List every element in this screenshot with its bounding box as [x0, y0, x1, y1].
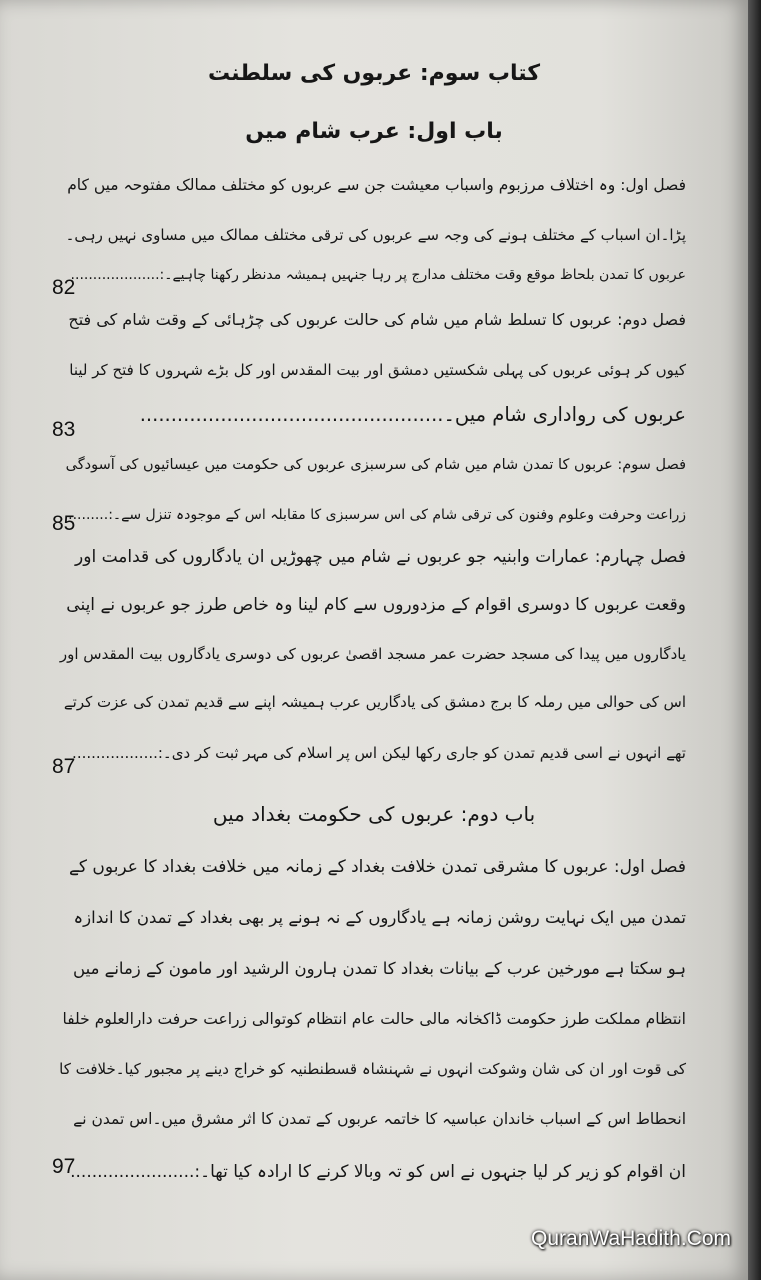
text-line: ان اقوام کو زیر کر لیا جنہوں نے اس کو تہ وبالا کرنے کا ارادہ کیا تھا۔:....................... — [70, 1162, 686, 1182]
page-number: 87 — [52, 755, 76, 778]
text-line: کی قوت اور ان کی شان وشوکت انہوں نے شہنشاہ قسطنطنیہ کو خراج دینے پر مجبور کیا۔خلافت کا — [59, 1060, 686, 1078]
book-heading: کتاب سوم: عربوں کی سلطنت — [207, 61, 541, 86]
text-line: فصل اول: عربوں کا مشرقی تمدن خلافت بغداد کے زمانہ میں خلافت بغداد کا عربوں کے — [68, 857, 686, 877]
page-number: 85 — [52, 512, 76, 535]
watermark: QuranWaHadith.Com — [531, 1227, 731, 1250]
page-number: 83 — [52, 418, 76, 441]
text-line: وقعت عربوں کا دوسری اقوام کے مزدوروں سے کام لینا وہ خاص طرز جو عربوں نے اپنی — [66, 595, 686, 615]
text-line: عربوں کی رواداری شام میں۔................................................. — [139, 403, 686, 426]
text-line: ہو سکتا ہے مورخین عرب کے بیانات بغداد کا تمدن ہارون الرشید اور مامون کے زمانے میں — [73, 959, 686, 978]
text-line: فصل سوم: عربوں کا تمدن شام میں شام کی سرسبزی عربوں کی حکومت میں عیسائیوں کی آسودگی — [65, 457, 686, 473]
chapter-heading-2: باب دوم: عربوں کی حکومت بغداد میں — [212, 802, 536, 826]
text-line: فصل اول: وہ اختلاف مرزبوم واسباب معیشت جن سے عربوں کو مختلف ممالک مفتوحہ میں کام — [67, 176, 686, 194]
chapter-heading-1: باب اول: عرب شام میں — [245, 119, 503, 144]
text-line: انتظام مملکت طرز حکومت ڈاکخانہ مالی حالت عام انتظام کوتوالی زراعت حرفت دارالعلوم خلفا — [62, 1010, 686, 1028]
text-line: کیوں کر ہوئی عربوں کی پہلی شکستیں دمشق اور بیت المقدس اور کل بڑے شہروں کا فتح کر لینا — [69, 361, 686, 379]
text-line: اس کی حوالی میں رملہ کا برج دمشق کی یادگاریں عرب ہمیشہ اپنے سے قدیم تمدن کی عزت کرتے — [63, 693, 686, 711]
text-line: تمدن میں ایک نہایت روشن زمانہ ہے یادگاروں کے نہ ہونے پر بھی بغداد کے تمدن کا اندازہ — [73, 908, 686, 927]
text-line: فصل دوم: عربوں کا تسلط شام میں شام کی حالت عربوں کی چڑہائی کے وقت شام کی فتح — [68, 310, 686, 329]
text-line: انحطاط اس کے اسباب خاندان عباسیہ کا خاتمہ عربوں کے تمدن کا اثر مشرق میں۔اس تمدن نے — [73, 1110, 686, 1128]
page-number: 97 — [52, 1155, 76, 1178]
page-number: 82 — [52, 276, 76, 299]
text-line: یادگاروں میں پیدا کی مسجد حضرت عمر مسجد اقصیٰ عربوں کی دوسری یادگاروں بیت المقدس اور — [59, 645, 686, 663]
text-line: پڑا۔ان اسباب کے مختلف ہونے کی وجہ سے عربوں کی ترقی مختلف ممالک میں مساوی نہیں رہی۔ — [65, 226, 686, 244]
text-line: فصل چہارم: عمارات وابنیہ جو عربوں نے شام میں چھوڑیں ان یادگاروں کی قدامت اور — [75, 547, 686, 567]
text-line: زراعت وحرفت وعلوم وفنون کی ترقی شام کی اس سرسبزی کا مقابلہ اس کے موجودہ تنزل سے۔:......... — [68, 507, 686, 523]
text-line: عربوں کا تمدن بلحاظ موقع وقت مختلف مدارج پر رہا جنہیں ہمیشہ مدنظر رکھنا چاہیے۔:.................... — [70, 267, 686, 283]
book-spine-shadow — [748, 0, 761, 1280]
text-line: تھے انہوں نے اسی قدیم تمدن کو جاری رکھا لیکن اس پر اسلام کی مہر ثبت کر دی۔:.................. — [72, 744, 686, 762]
